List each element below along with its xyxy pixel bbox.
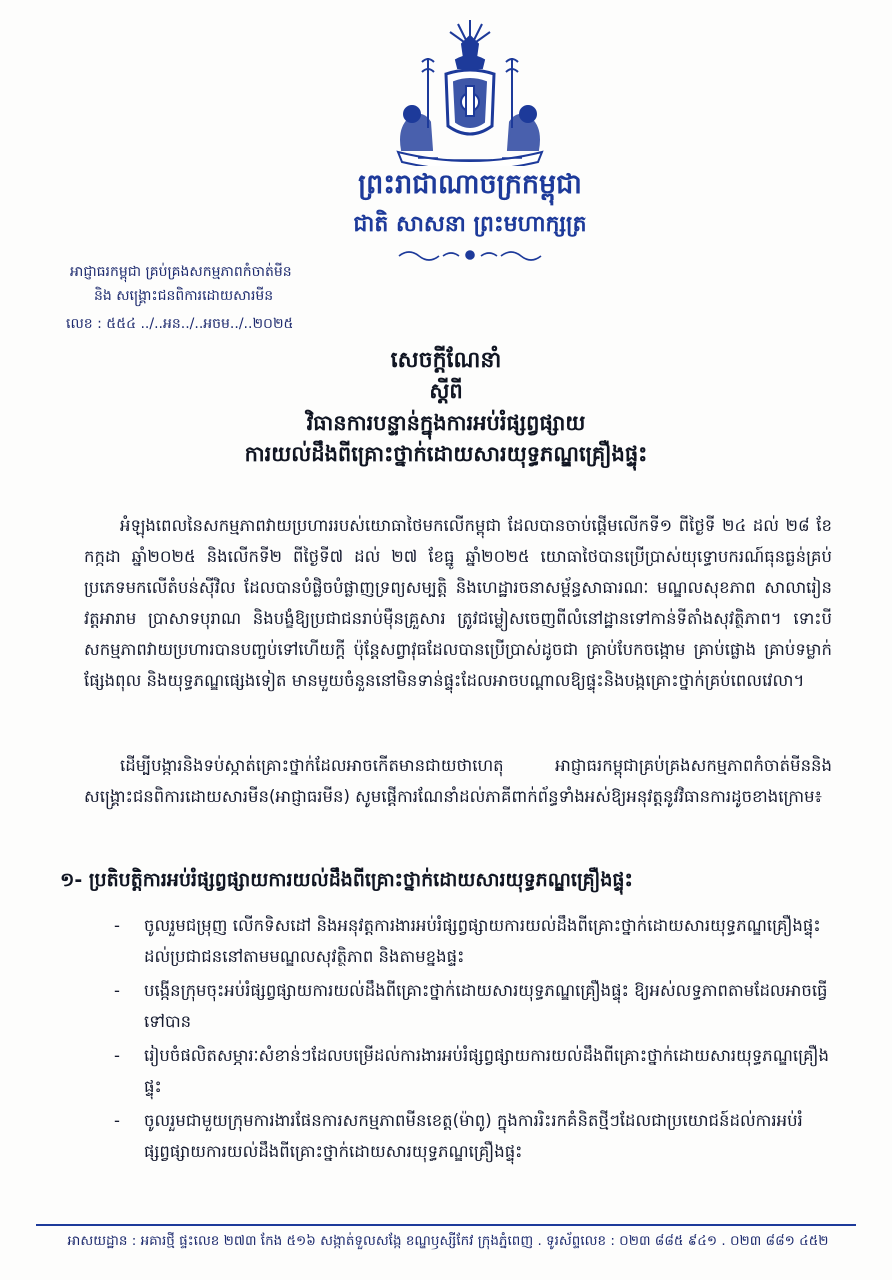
list-item [108, 910, 838, 972]
list-item [108, 1105, 838, 1167]
section-1-list [108, 910, 838, 1170]
national-motto: ជាតិ សាសនា ព្រះមហាក្សត្រ [353, 211, 587, 237]
bullet-dash: - [114, 1111, 120, 1130]
royal-arms-emblem-icon [388, 18, 552, 166]
list-item-text: ចូលរួមជាមួយក្រុមការងារផែនការសកម្មភាពមីនខេត្ត(ម៉ាពូ) ក្នុងការរិះរកគំនិតថ្មីៗដែលជាប្រយោជន៍ដល់ការអប់រំផ្សព្វផ្សាយការយល់ដឹងពីគ្រោះថ្នាក់ដោយសារយុទ្ធភណ្ឌគ្រឿងផ្ទុះ [144, 1111, 803, 1161]
title-subject-label: ស្តីពី [429, 378, 463, 403]
body-paragraph-1: អំឡុងពេលនៃសកម្មភាពវាយប្រហាររបស់យោធាថៃមកលើកម្ពុជា ដែលបានចាប់ផ្តើមលើកទី១ ពីថ្ងៃទី ២៤ ដល់ ២៨ ខែកក្កដា ឆ្នាំ២០២៥ និងលើកទី២ ពីថ្ងៃទី៧ ដល់ ២៧ ខែធ្នូ ឆ្នាំ២០២៥ យោធាថៃបានប្រើប្រាស់យុទ្ធោបករណ៍ធុនធ្ងន់គ្រប់ប្រភេទមកលើតំបន់ស៊ីវិល ដែលបានបំផ្លិចបំផ្លាញទ្រព្យសម្បត្តិ និងហេដ្ឋារចនាសម្ព័ន្ធសាធារណៈ មណ្ឌលសុខភាព សាលារៀន វត្តអារាម ប្រាសាទបុរាណ និងបង្ខំឱ្យប្រជាជនរាប់ម៉ឺនគ្រួសារ ត្រូវជម្លៀសចេញពីលំនៅដ្ឋានទៅកាន់ទីតាំងសុវត្ថិភាព។ ទោះបីសកម្មភាពវាយប្រហារបានបញ្ចប់ទៅហើយក្តី ប៉ុន្តែសព្វាវុធដែលបានប្រើប្រាស់ដូចជា គ្រាប់បែកចង្កោម គ្រាប់ផ្លោង គ្រាប់ទម្លាក់ ផ្សែងពុល និងយុទ្ធភណ្ឌផ្សេងទៀត មានមួយចំនួននៅមិនទាន់ផ្ទុះដែលអាចបណ្តាលឱ្យផ្ទុះនិងបង្កគ្រោះថ្នាក់គ្រប់ពេលវេលា។ [84, 516, 832, 690]
ornament-divider-icon [395, 246, 545, 264]
title-subject-line1: វិធានការបន្ទាន់ក្នុងការអប់រំផ្សព្វផ្សាយ [306, 410, 586, 435]
bullet-dash: - [114, 981, 120, 1000]
title-subject-line2: ការយល់ដឹងពីគ្រោះថ្នាក់ដោយសារយុទ្ធភណ្ឌគ្រឿងផ្ទុះ [244, 441, 648, 466]
list-item [108, 975, 838, 1037]
bullet-dash: - [114, 916, 120, 935]
body-paragraph-2: ដើម្បីបង្ការនិងទប់ស្កាត់គ្រោះថ្នាក់ដែលអាចកើតមានជាយថាហេតុ អាជ្ញាធរកម្ពុជាគ្រប់គ្រងសកម្មភាពកំចាត់មីននិងសង្គ្រោះជនពិការដោយសារមីន(អាជ្ញាធរមីន) សូមផ្តើការណែនាំដល់ភាគីពាក់ព័ន្ធទាំងអស់ឱ្យអនុវត្តនូវវិធានការដូចខាងក្រោម៖ [84, 756, 832, 806]
reference-number [66, 308, 306, 338]
list-item-text: បង្កើនក្រុមចុះអប់រំផ្សព្វផ្សាយការយល់ដឹងពីគ្រោះថ្នាក់ដោយសារយុទ្ធភណ្ឌគ្រឿងផ្ទុះ ឱ្យអស់លទ្ធភាពតាមដែលអាចធ្វើទៅបាន [144, 981, 828, 1031]
document-title: សេចក្តីណែនាំ [390, 347, 502, 373]
issuer-name-line1: អាជ្ញាធរកម្ពុជា គ្រប់គ្រងសកម្មភាពកំចាត់មីន [70, 264, 292, 280]
reference-number-text: លេខ : ៥៥៤ ../..អន../..អចម../..២០២៥ [66, 316, 294, 332]
issuer-name-line2: និង សង្គ្រោះជនពិការដោយសារមីន [94, 288, 274, 304]
footer-address: អាសយដ្ឋាន : អគារថ្មី ផ្ទះលេខ ២៧៣ កែង ៥១៦ សង្កាត់ទួលសង្កែ ខណ្ឌឫស្សីកែវ ក្រុងភ្នំពេញ . ទូរស័ព្ទលេខ : ០២៣ ៨៨៥ ៩៤១ . ០២៣ ៨៨១ ៤៥២ [67, 1233, 829, 1249]
section-1-heading: ១- ប្រតិបត្តិការអប់រំផ្សព្វផ្សាយការយល់ដឹងពីគ្រោះថ្នាក់ដោយសារយុទ្ធភណ្ឌគ្រឿងផ្ទុះ [60, 869, 633, 891]
list-item-text: ចូលរួមជម្រុញ លើកទិសដៅ និងអនុវត្តការងារអប់រំផ្សព្វផ្សាយការយល់ដឹងពីគ្រោះថ្នាក់ដោយសារយុទ្ធភណ្ឌគ្រឿងផ្ទុះដល់ប្រជាជននៅតាមមណ្ឌលសុវត្ថិភាព និងតាមខ្នងផ្ទះ [144, 916, 821, 966]
list-item-text: រៀបចំផលិតសម្ភារៈសំខាន់ៗដែលបម្រើដល់ការងារអប់រំផ្សព្វផ្សាយការយល់ដឹងពីគ្រោះថ្នាក់ដោយសារយុទ្ធភណ្ឌគ្រឿងផ្ទុះ [144, 1046, 829, 1096]
bullet-dash: - [114, 1046, 120, 1065]
footer-divider [36, 1224, 856, 1226]
kingdom-title: ព្រះរាជាណាចក្រកម្ពុជា [358, 169, 582, 200]
list-item [108, 1040, 838, 1102]
